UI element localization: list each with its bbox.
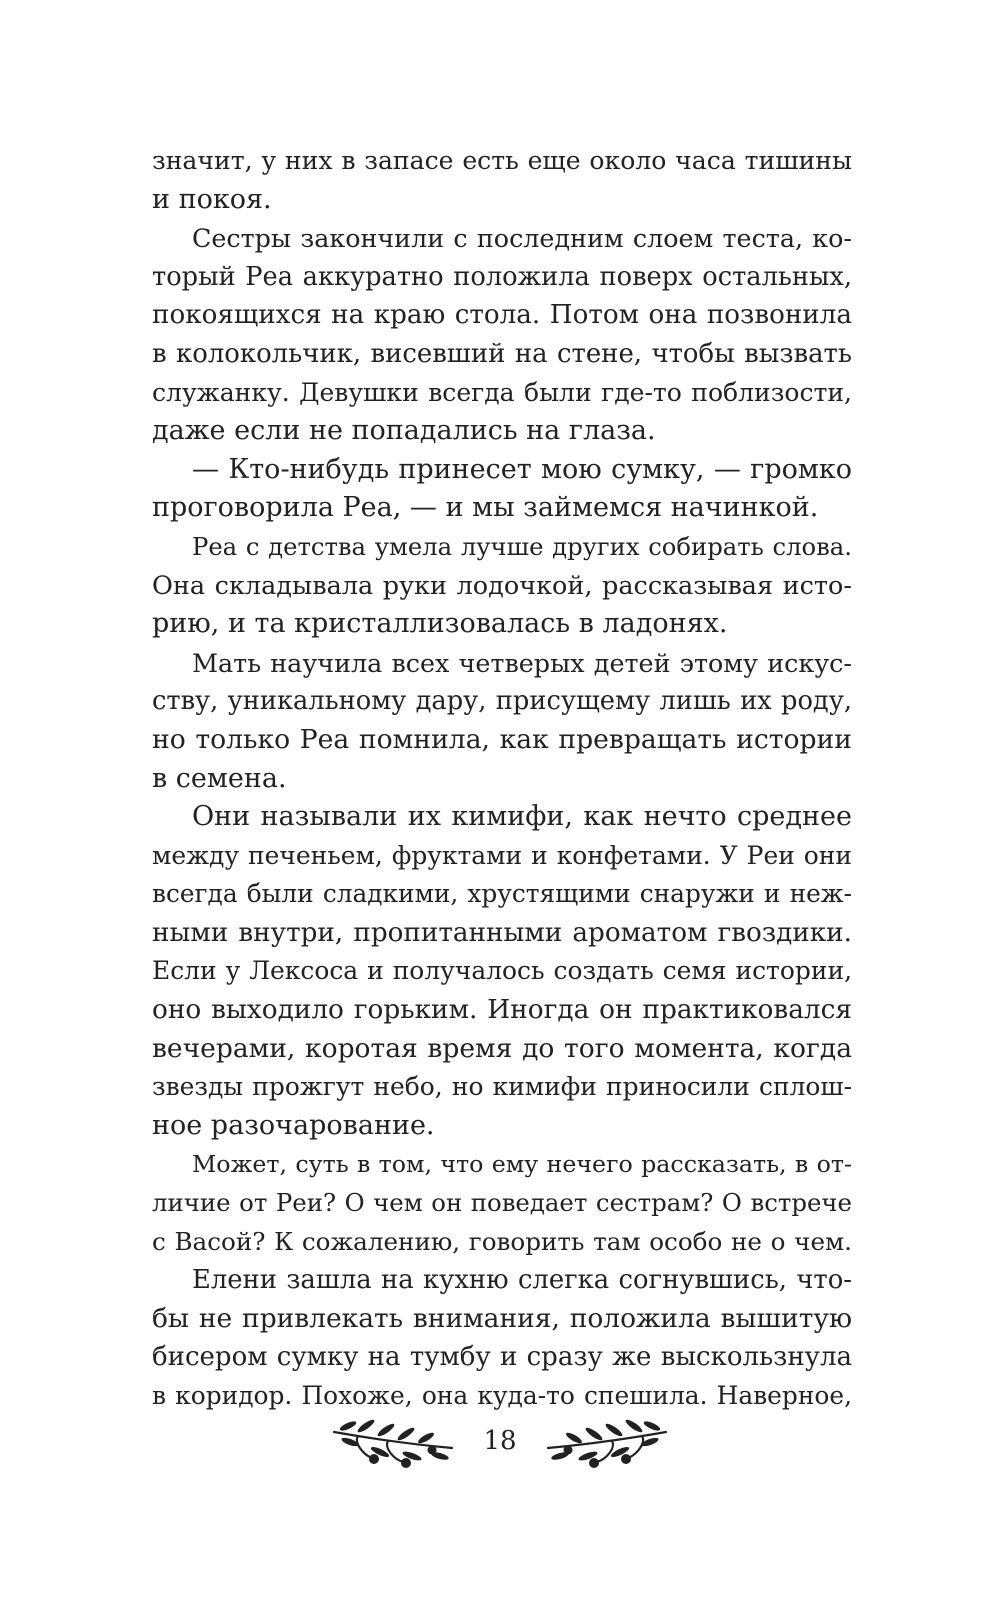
text-line: Реа с детства умела лучше других собирать слова. <box>192 531 852 561</box>
text-line: оно выходило горьким. Иногда он практиковался <box>152 995 852 1026</box>
body-text <box>152 142 852 1416</box>
page-number: 18 <box>483 1426 517 1456</box>
text-line: в семена. <box>152 762 287 794</box>
text-line: личие от Реи? О чем он поведает сестрам? О встрече <box>152 1188 852 1218</box>
olive-branch-icon <box>328 1412 458 1472</box>
text-line: значит, у них в запасе есть еще около часа тишины <box>152 146 852 175</box>
page-footer <box>0 1412 1000 1472</box>
text-line: Сестры закончили с последним слоем теста, ко- <box>192 223 852 254</box>
text-line: бисером сумку на тумбу и сразу же выскользнула <box>152 1342 852 1373</box>
text-line: Они называли их кимифи, как нечто среднее <box>192 801 852 833</box>
text-line: в коридор. Похоже, она куда-то спешила. Наверное, <box>152 1381 852 1410</box>
text-line: бы не привлекать внимания, положила вышитую <box>152 1302 852 1334</box>
text-line: рию, и та кристаллизовалась в ладонях. <box>152 608 728 640</box>
text-line: ству, уникальному дару, присущему лишь их роду, <box>152 686 852 717</box>
text-line: всегда были сладкими, хрустящими снаружи и неж- <box>152 879 852 909</box>
text-line: служанку. Девушки всегда были где-то поблизости, <box>152 377 852 407</box>
text-line: Если у Лексоса и получалось создать семя истории, <box>152 956 852 986</box>
text-line: Она складывала руки лодочкой, рассказывая исто- <box>152 570 852 601</box>
text-line: торый Реа аккуратно положила поверх остальных, <box>152 261 852 292</box>
text-line: даже если не попадались на глаза. <box>152 415 656 447</box>
text-line: ное разочарование. <box>152 1109 435 1141</box>
text-line: Может, суть в том, что ему нечего рассказать, в от- <box>192 1150 852 1179</box>
text-line: вечерами, коротая время до того момента, когда <box>152 1032 852 1064</box>
text-line: ными внутри, пропитанными ароматом гвоздики. <box>152 917 852 948</box>
text-line: между печеньем, фруктами и конфетами. У Реи они <box>152 840 852 870</box>
olive-branch-icon <box>542 1412 672 1472</box>
text-line: и покоя. <box>152 183 272 215</box>
text-line: с Васой? К сожалению, говорить там особо не о чем. <box>152 1226 852 1256</box>
text-line: но только Реа помнила, как превращать истории <box>152 723 852 755</box>
text-line: Мать научила всех четверых детей этому искус- <box>192 647 852 678</box>
text-line: в колокольчик, висевший на стене, чтобы вызвать <box>152 338 852 369</box>
text-line: звезды прожгут небо, но кимифи приносили сплош- <box>152 1072 852 1102</box>
text-line: Елени зашла на кухню слегка согнувшись, что- <box>192 1265 852 1296</box>
text-line: проговорила Реа, — и мы займемся начинкой. <box>152 492 819 524</box>
text-line: покоящихся на краю стола. Потом она позвонила <box>152 300 852 331</box>
text-line: — Кто-нибудь принесет мою сумку, — громко <box>192 453 852 485</box>
